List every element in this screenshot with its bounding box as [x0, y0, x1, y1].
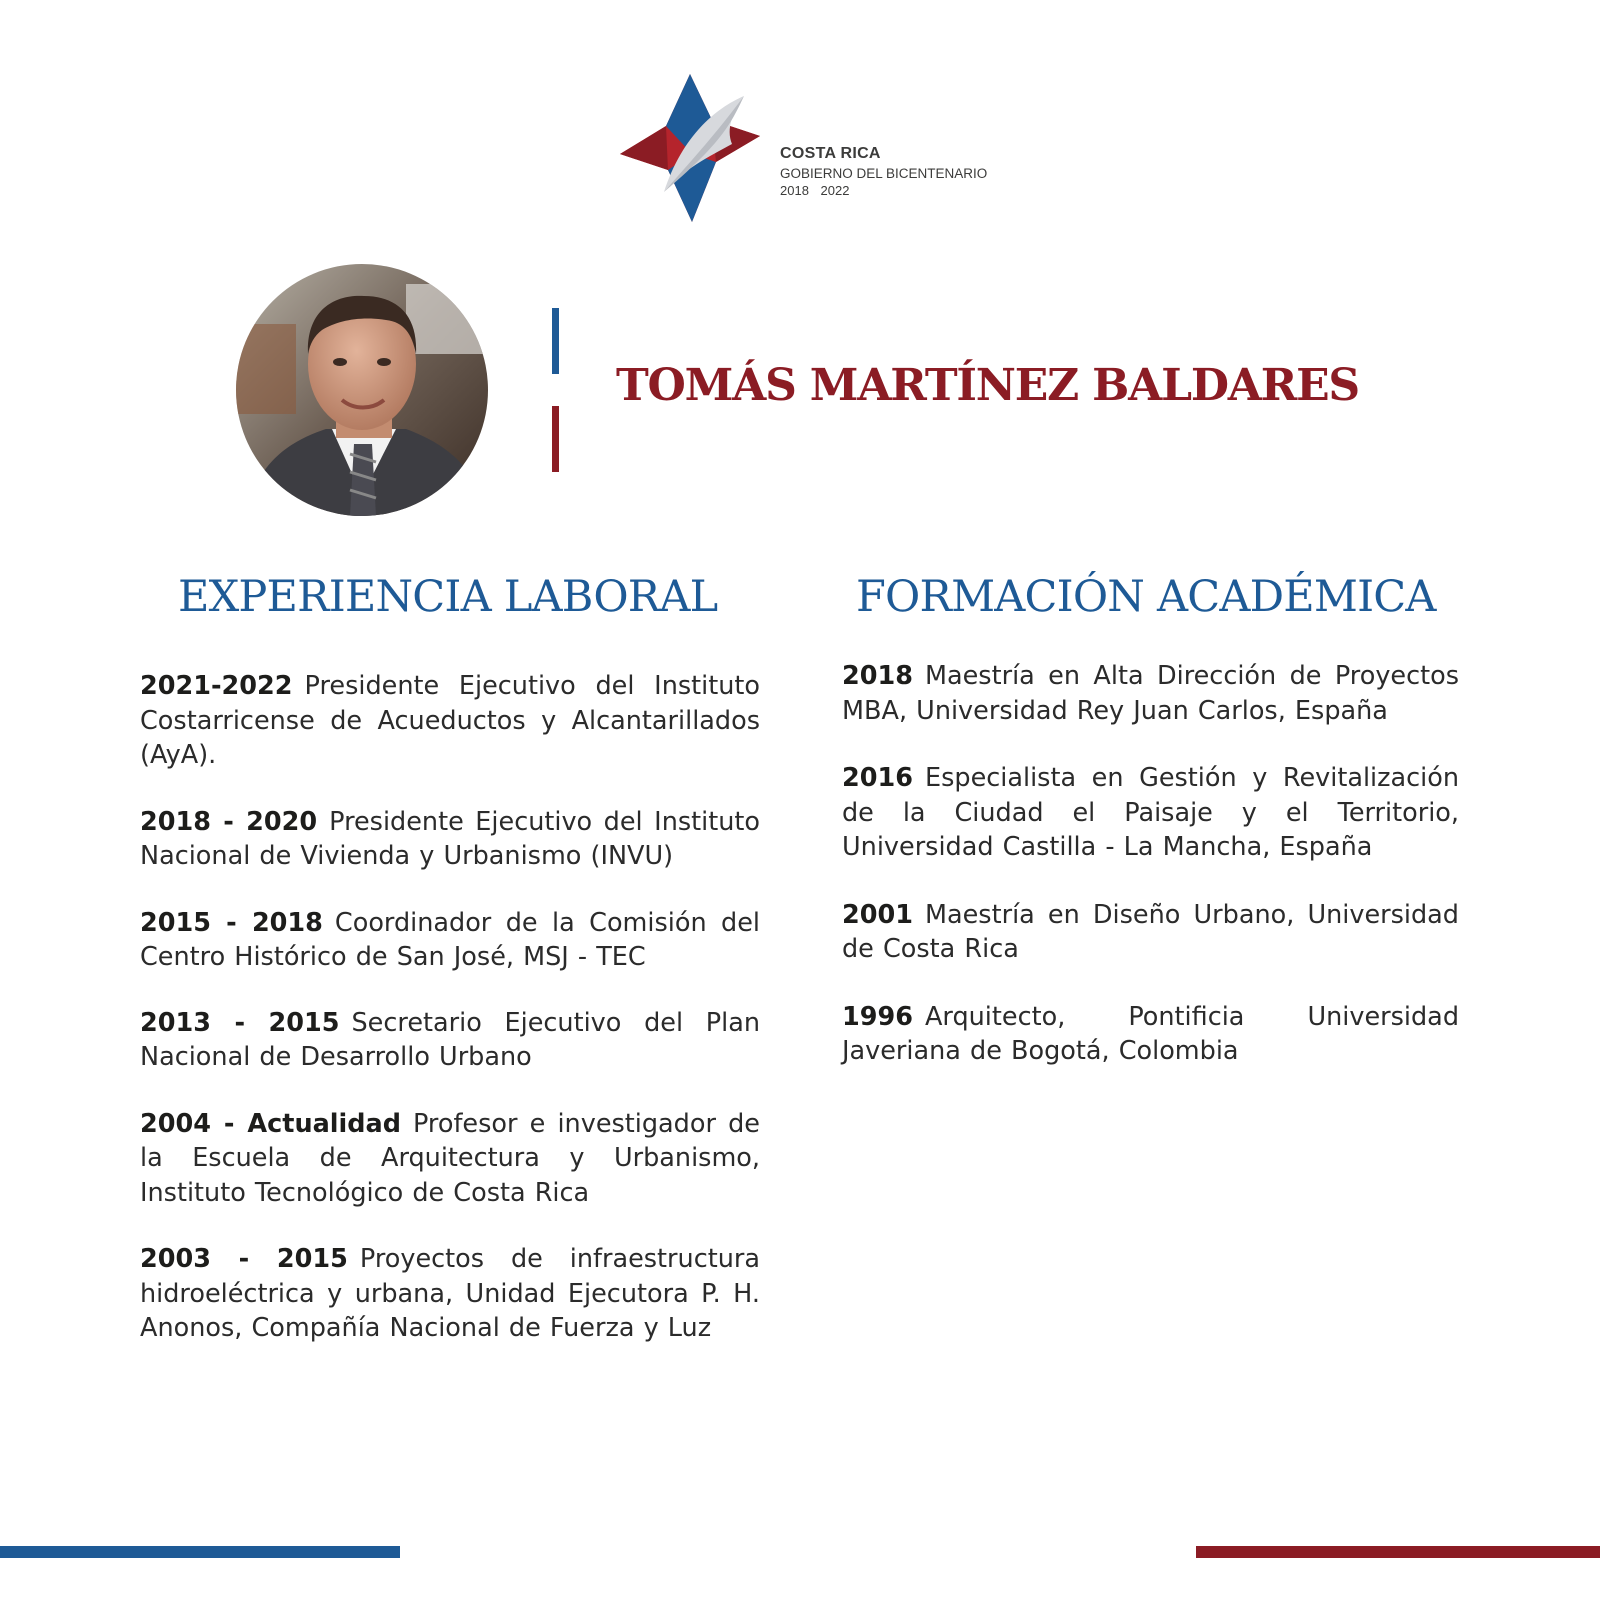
footer-bar-red — [1196, 1546, 1600, 1558]
experience-years: 2015 - 2018 — [140, 907, 323, 938]
education-item — [842, 659, 1459, 728]
accent-bar-red — [552, 406, 559, 472]
experience-years: 2021-2022 — [140, 671, 293, 701]
experience-list — [140, 669, 760, 1378]
portrait-photo — [236, 264, 488, 516]
experience-years: 2004 - Actualidad — [140, 1108, 401, 1139]
education-text: Especialista en Gestión y Revitalización de la Ciudad el Paisaje y el Territorio, Universidad Castilla - La Mancha, España — [842, 763, 1459, 862]
education-item — [842, 898, 1459, 967]
logo-title: COSTA RICA — [780, 145, 881, 162]
person-name: TOMÁS MARTÍNEZ BALDARES — [616, 360, 1360, 411]
experience-years: 2013 - 2015 — [140, 1007, 340, 1038]
experience-item — [140, 669, 760, 773]
education-text: Maestría en Alta Dirección de Proyectos MBA, Universidad Rey Juan Carlos, España — [842, 661, 1459, 726]
logo-years: 2018 2022 — [780, 182, 850, 198]
experience-text: Proyectos de infraestructura hidroeléctrica y urbana, Unidad Ejecutora P. H. Anonos, Compañía Nacional de Fuerza y Luz — [140, 1244, 760, 1343]
education-text: Arquitecto, Pontificia Universidad Javeriana de Bogotá, Colombia — [842, 1001, 1459, 1066]
footer-bar-blue — [0, 1546, 400, 1558]
experience-text: Secretario Ejecutivo del Plan Nacional de Desarrollo Urbano — [140, 1007, 760, 1072]
education-title: FORMACIÓN ACADÉMICA — [856, 572, 1436, 622]
experience-text: Coordinador de la Comisión del Centro Histórico de San José, MSJ - TEC — [140, 907, 760, 972]
experience-item — [140, 906, 760, 975]
education-item — [842, 761, 1459, 865]
experience-item — [140, 1107, 760, 1211]
experience-item — [140, 1242, 760, 1346]
avatar — [236, 264, 488, 516]
experience-text: Profesor e investigador de la Escuela de Arquitectura y Urbanismo, Instituto Tecnológico de Costa Rica — [140, 1108, 760, 1208]
education-years: 2016 — [842, 763, 913, 793]
logo-text — [780, 146, 987, 197]
experience-title: EXPERIENCIA LABORAL — [178, 572, 718, 622]
education-years: 2018 — [842, 661, 913, 691]
bicentenario-logo — [620, 74, 1020, 224]
accent-bar-blue — [552, 308, 559, 374]
education-text: Maestría en Diseño Urbano, Universidad de Costa Rica — [842, 899, 1459, 964]
experience-text: Presidente Ejecutivo del Instituto Nacional de Vivienda y Urbanismo (INVU) — [140, 806, 760, 871]
experience-item — [140, 805, 760, 874]
experience-item — [140, 1006, 760, 1075]
education-years: 1996 — [842, 1001, 913, 1032]
experience-years: 2003 - 2015 — [140, 1244, 348, 1274]
education-item — [842, 1000, 1459, 1069]
star-emblem-icon — [620, 74, 770, 224]
logo-subtitle: GOBIERNO DEL BICENTENARIO — [780, 166, 988, 181]
experience-text: Presidente Ejecutivo del Instituto Costarricense de Acueductos y Alcantarillados (AyA). — [140, 671, 760, 770]
education-years: 2001 — [842, 899, 913, 930]
education-list — [842, 659, 1459, 1102]
experience-years: 2018 - 2020 — [140, 806, 318, 837]
